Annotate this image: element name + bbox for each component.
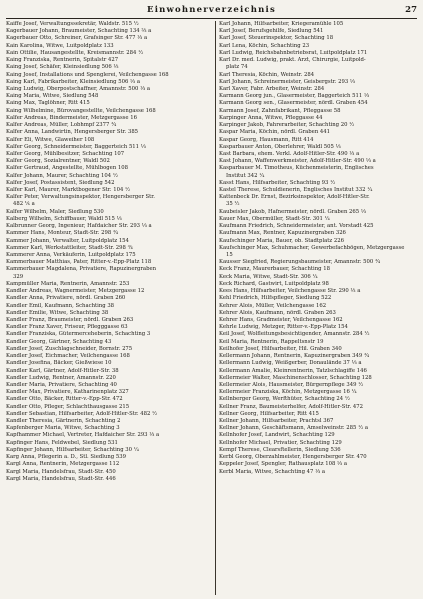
directory-entry: Kalfer Georg, Schneidermeister, Baggerteich 511 ⅓ [6, 143, 146, 150]
directory-entry: Karmann Georg jun., Glasermeister, Baggerteich 511 ⅓ [219, 93, 370, 100]
directory-entry: Kehl Friedrich, Hilfspfleger, Siedlung 522 [219, 295, 332, 302]
directory-entry: Kellnhofer Michael, Privatier, Schachting 129 [219, 439, 342, 446]
entry-continuation: 15 [226, 252, 233, 258]
directory-entry: Kerbl Maria, Witwe, Schachting 47 ⅓ a [219, 468, 326, 475]
directory-entry: Kaing Wilhelmine, Bürovangestellte, Veilchengasse 168 [6, 107, 156, 114]
directory-entry: Kargl Anna, Rentnerin, Metzgergasse 112 [6, 461, 120, 468]
directory-entry: Kaufmann Max, Rentner, Kapuzinergraben 326 [219, 230, 346, 237]
directory-entry: Kandler Josefina, Bäcker, Gießwiese 10 [6, 360, 112, 367]
directory-entry: Kellermann Amalie, Kleinrentnerin, Tatzlschlagiffe 146 [219, 367, 367, 374]
directory-entry: Kasparbauer Anton, Oberlehrer, Waldl 505 ⅓ [219, 143, 341, 150]
directory-entry: Kaing Maria, Witwe, Siedlung 548 [6, 93, 99, 100]
directory-entry: Kandler Franziska, Gütermerceheberin, Schachting 3 [6, 331, 151, 338]
directory-entry: Kampmüller Maria, Rentnerin, Amannstr. 253 [6, 280, 130, 287]
directory-entry: Kausser Siegfried, Regierungsbaumeister, Amannstr. 500 ¾ [219, 259, 381, 266]
directory-entry: Kandler Franz Xaver, Friseur, Pflegggasse 63 [6, 324, 128, 331]
directory-entry: Kalfer Andreas, Müller, Lobhmpf 2377 ¾ [6, 122, 117, 129]
directory-entry: Keilhofer Josef, Hilfsarbeiter, Hil. Graben 340 [219, 345, 342, 352]
directory-entry: Kagerbauer Otto, Schreiner, Grafsinger Str. 477 ⅓ a [6, 35, 148, 42]
directory-entry: Kerbl Georg, Oberzahlmeister, Hengersberger Str. 470 [219, 454, 367, 461]
directory-entry: Kalfer Eli, Witwe, Glaweiher 108 [6, 136, 95, 143]
directory-entry: Kandler Emil, Kaufmann, Schachting 38 [6, 302, 115, 309]
directory-entry: Kaufschinger Max, Schuhmacher, Gewerbefachbögen, Metzgergasse [219, 244, 405, 251]
directory-entry: Kandler Max, Privatiere, Katharinenplatz 327 [6, 389, 129, 396]
directory-entry: Karl Josef, Berufsgehilfe, Siedlung 541 [219, 28, 324, 35]
page-header [6, 5, 417, 19]
directory-entry: Karpinger Jakob, Fahrerarbeiter, Schachting 20 ½ [219, 122, 355, 129]
directory-entry: Kattenbeck Dr. Ernst, Bezirksinspektor, Adolf-Hitler-Str. [219, 194, 370, 201]
directory-entry: Keck Franz, Maurerbauer, Schachting 18 [219, 266, 330, 273]
directory-entry: Karl Lena, Köchin, Schachting 23 [219, 42, 310, 49]
directory-entry: Kaing Josef, Installations und Spenglerei, Veilchengasse 168 [6, 71, 169, 78]
directory-entry: Kast Johann, Waffenwerkmeister, Adolf-Hitler-Str. 490 ⅓ a [219, 158, 376, 165]
directory-entry: Kalfer Wilhelm, Maler, Siedlung 530 [6, 208, 104, 215]
directory-entry: Kain Karolina, Witwe, Luitpoldplatz 133 [6, 42, 114, 49]
directory-entry: Kalfer Gertraud, Angestellte, Mühlbogen 108 [6, 165, 129, 172]
directory-title: Einwohnerverzeichnis [147, 5, 276, 15]
directory-entry: Kaing Max, Taglöhner, Ritt 415 [6, 100, 90, 107]
page-number: 27 [405, 5, 417, 15]
directory-entry: Kalfer Andreas, Bindermeister, Metzgergasse 16 [6, 114, 137, 121]
directory-entry: Kammer Johann, Verwalter, Luitpoldplatz 154 [6, 237, 129, 244]
directory-entry: Kellner Johann, Geschäftsmann, Amselweinstr. 285 ½ a [219, 425, 369, 432]
directory-entry: Karl Ludwig, Reichsbahnbetriebsrat, Luitpoldplatz 171 [219, 49, 368, 56]
directory-entry: Kellermann Johann, Rentnerin, Kapuzinergraben 349 ¾ [219, 353, 370, 360]
directory-entry: Keil Josef, Wolfleitungsbesichtigender, Amannstr. 284 ½ [219, 331, 370, 338]
directory-entry: Karl Johann, Hilfsarbeiter, Kriegeramühle 105 [219, 21, 344, 27]
directory-entry: Kalfer Johann, Maurer, Schachting 104 ½ [6, 172, 118, 179]
directory-entry: Karpinger Anna, Witwe, Pfleggasse 44 [219, 114, 323, 121]
entry-continuation: Institut 342 ¼ [226, 172, 265, 179]
directory-entry: Kammer Hans, Monteur, Stadt-Str. 298 ¾ [6, 230, 119, 237]
directory-entry: Kehrer Alois, Kaufmann, nördl. Graben 263 [219, 309, 336, 316]
directory-entry: Kammerer Anna, Verkäuferin, Luitpoldplatz 175 [6, 252, 136, 258]
directory-entry: Kandler Georg, Gärtner, Schachting 43 [6, 338, 112, 345]
directory-entry: Karl Josef, Steuerinspektor, Schachting 18 [219, 35, 334, 42]
directory-entry: Kalfer Josef, Postassistent, Siedlung 542 [6, 179, 115, 186]
directory-entry: Keil Maria, Rentnerin, Rappeltsnstr 19 [219, 338, 324, 345]
directory-entry: Kammerbauer Magdalena, Privatiere, Rapuzinergraben [6, 266, 157, 273]
directory-entry: Kehrer Alois, Müller, Veilchengasse 162 [219, 302, 327, 309]
directory-entry: Kandler Andreas, Wagnermeister, Metzgergasse 12 [6, 288, 145, 295]
directory-entry: Karg Anna, Pflegerin a. D., Stl. Siedlung 539 [6, 454, 126, 461]
entry-continuation: 482 ⅙ a [13, 201, 35, 208]
entry-continuation: 35 ½ [226, 201, 240, 208]
directory-entry: Karl Johann, Schreinermeister, Geisbergstr. 293 ⅓ [219, 78, 356, 85]
directory-entry: Keck Maria, Witwe, Stadt-Str. 306 ¼ [219, 273, 318, 280]
directory-entry: Kandler Anna, Privatiere, nördl. Graben 260 [6, 295, 126, 302]
entry-continuation: platz 74 [226, 64, 248, 71]
directory-entry: Kellermeier Franziska, Köchin, Metzgergasse 16 ¼ [219, 389, 357, 396]
directory-entry: Kaspar Maria, Köchin, nördl. Graben 441 [219, 129, 331, 136]
directory-entry: Karl Theresia, Köchin, Weinstr. 284 [219, 71, 315, 78]
directory-entry: Kellermeier Alois, Hausmeister, Bürgernpflege 349 ½ [219, 381, 364, 388]
directory-entry: Kast Barbara, ehem. Verkl. Adolf-Hitler-Str. 490 ⅓ a [219, 150, 360, 157]
directory-entry: Kellner Johann, Hilfsarbeiter, Prachtsl 367 [219, 418, 334, 425]
directory-entry: Kellermeier Walter, Maschinenschlosser, Schachting 128 [219, 374, 372, 381]
directory-entry: Kapfenberger Maria, Witwe, Schachting 3 [6, 425, 120, 432]
directory-entry: Kapfinger Hans, Feldwebel, Siedlung 531 [6, 439, 118, 446]
directory-entry: Kaing Franziska, Rentnerin, Spitalstr 427 [6, 57, 119, 64]
directory-entry: Kasst Hans, Hilfsarbeiter, Schachting 93 ½ [219, 179, 336, 186]
directory-entry: Kempf Therese, Clearsftellerin, Siedlung 536 [219, 446, 341, 453]
directory-entry: Kandler Maria, Privatiere, Schachting 40 [6, 381, 117, 388]
directory-entry: Kauer Max, Obermüller, Stadt-Str. 301 ¼ [219, 215, 330, 222]
directory-entry: Kellnhofer Josef, Landwirt, Schachting 129 [219, 432, 335, 439]
directory-entry: Kaing Karl, Fabrikarbeiter, Kleinsiedlung 506 ⅓ a [6, 78, 140, 85]
directory-entry: Kandler Ludwig, Rentner, Amannstr. 220 [6, 374, 116, 381]
directory-entry: Kargl Maria, Handelsfrau, Stadt-Str. 446 [6, 475, 116, 482]
directory-entry: Kaufschinger Maria, Bauer, ob. Stadtplatz 226 [219, 237, 345, 244]
directory-entry: Kaing Ludwig, Oberpostschaffner, Amannstr. 500 ⅓ a [6, 85, 151, 92]
directory-entry: Kalfer Georg, Sozialrentner, Waldl 502 [6, 158, 110, 165]
directory-entry: Kaspar Georg, Hausmann, Ritt 414 [219, 136, 314, 143]
directory-entry: Karl Dr. med. Ludwig, prakt. Arzt, Chirurgie, Luitpold- [219, 57, 366, 64]
directory-entry: Kammer Karl, Werkstattleiter, Stadt-Str. 298 ¾ [6, 244, 133, 251]
directory-entry: Kagerbauer Johann, Braumeister, Schachting 134 ⅔ a [6, 28, 152, 35]
directory-entry: Kalfer Peter, Verwaltungsinspektor, Hengersberger Str. [6, 194, 155, 201]
directory-entry: Kain Ottilie, Hausangestellte, Kreismannstr. 284 ½ [6, 49, 144, 56]
directory-entry: Kellermann Ludwig, Weißgerber, Donaulände 37 ⅓ a [219, 360, 362, 367]
directory-entry: Kandler Karl, Gärtner, Adolf-Hitler-Str. 38 [6, 367, 119, 374]
directory-entry: Kammerbauer Matthias, Pater, Ritter-v.-Epp-Platz 118 [6, 259, 152, 266]
directory-entry: Kandler Otto, Pfleger, Schlachthausgasse 215 [6, 403, 130, 410]
directory-entry: Kehrle Ludwig, Metzger, Ritter-v.-Epp-Platz 154 [219, 324, 348, 331]
directory-entry: Kaufmann Friedrich, Schneidermeister, ant. Vorstadt 425 [219, 223, 374, 230]
directory-entry: Karmann Georg sen., Glasermeister, nördl. Graben 454 [219, 100, 368, 107]
directory-entry: Kandler Josef, Eichmacher, Veilchengasse 168 [6, 353, 130, 360]
directory-entry: Kaiffe Josef, Verwaltungssekretär, Waldstr. 515 ½ [6, 21, 139, 27]
column-divider [215, 21, 216, 595]
directory-entry: Kalberg Wilhelm, Schiffbauer, Waldl 515 ⅓ [6, 215, 122, 222]
directory-entry: Kandler Emilie, Witwe, Schachting 38 [6, 309, 109, 316]
directory-entry: Kalfer Anna, Landwirtin, Hengersberger Str. 385 [6, 129, 139, 136]
directory-entry: Kapfhammer Michael, Vertreter, Hafdaicher Str. 293 ⅓ a [6, 432, 160, 439]
directory-entry: Kandler Theresia, Gärtnerin, Schachting 2 [6, 418, 121, 425]
entry-continuation: 329 [13, 273, 24, 280]
directory-entry: Kellner Franz, Baumeisterhelfer, Adolf-Hitler-Str. 472 [219, 403, 363, 410]
directory-entry: Kandler Otto, Bäcker, Ritter-v.-Epp-Str. 472 [6, 396, 123, 403]
directory-entry: Keppeler Josef, Spengler, Rathausplatz 108 ⅓ a [219, 461, 348, 468]
directory-entry: Kapfinger Johann, Hilfsarbeiter, Schachting 30 ¼ [6, 446, 139, 453]
directory-entry: Kargl Maria, Handelsfrau, Stadt-Str. 450 [6, 468, 116, 475]
directory-entry: Kaing Josef, Schäfer, Kleinsiedlung 506 ⅓ [6, 64, 119, 71]
directory-entry: Kaubeisler Jakob, Hafnermeister, nördl. Graben 265 ⅓ [219, 208, 366, 215]
directory-entry: Kastel Therese, Schuldienerin, Englisches Institut 332 ¼ [219, 187, 373, 194]
directory-entry: Kalfer Georg, Mühlbesitzer, Schachting 107 [6, 150, 125, 157]
directory-entry: Kandler Josef, Zuschlagschneider, Bornstr. 275 [6, 345, 133, 352]
directory-entry: Kandler Franz, Braumeister, nördl. Graben 263 [6, 316, 134, 323]
directory-entry: Kasparbauer M. Timotheus, Küchenmeisterin, Englisches [219, 165, 374, 172]
directory-entry: Kalfer Karl, Maurer, Marktbogener Str. 104 ½ [6, 187, 131, 194]
right-column [219, 21, 423, 476]
directory-entry: Kalbrunner Georg, Ingenieur, Hafdaicher Str. 293 ⅓ a [6, 223, 152, 230]
directory-entry: Kellner Georg, Hilfsarbeiter, Ritt 415 [219, 410, 319, 417]
directory-entry: Karl Xaver, Fabr. Arbeiter, Weinstr. 284 [219, 85, 325, 92]
directory-entry: Kellnberger Georg, Werfthüter, Schachting 24 ½ [219, 396, 350, 403]
left-column [6, 21, 211, 483]
directory-columns [6, 21, 418, 595]
directory-entry: Kees Hans, Hilfsarbeiter, Veilchengasse Str. 290 ⅓ a [219, 288, 361, 295]
directory-entry: Kandler Sebastian, Hilfsarbeiter, Adolf-Hitler-Str. 482 ½ [6, 410, 158, 417]
directory-entry: Kehrer Hans, Gradmeister, Veilchengasse 162 [219, 316, 343, 323]
directory-entry: Karmann Josef, Zahnfabrikant, Pfleggasse 58 [219, 107, 341, 114]
directory-entry: Keck Richard, Gastwirt, Luitpoldplatz 98 [219, 280, 329, 287]
